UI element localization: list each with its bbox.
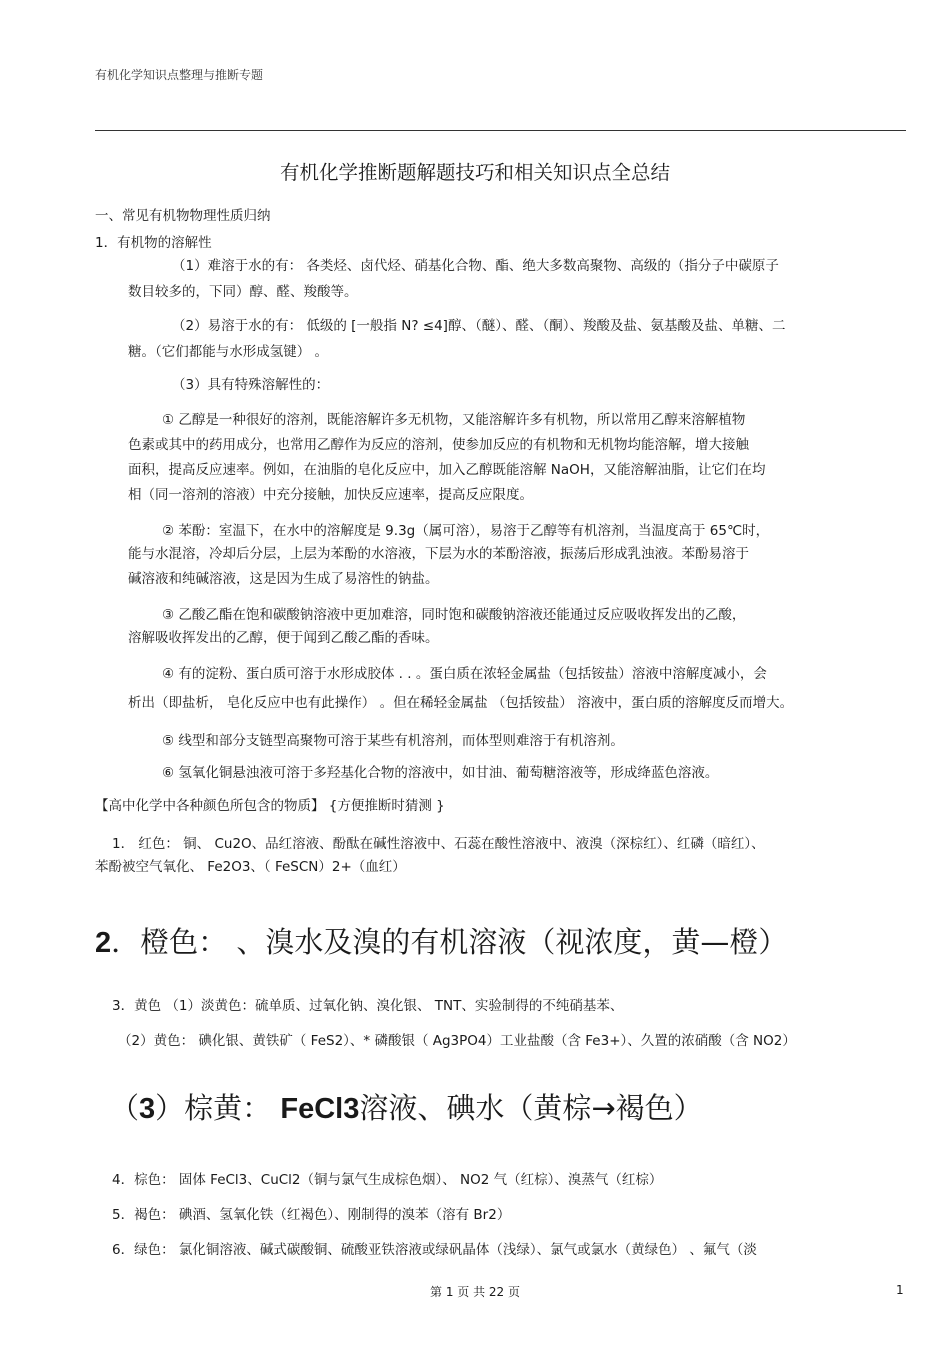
section-heading: 一、常见有机物物理性质归纳 xyxy=(95,208,271,224)
text-line: （2）易溶于水的有： 低级的 [一般指 N? ≤4]醇、（醚）、醛、（酮）、羧酸及盐、氨基酸及盐、单糖、二 xyxy=(172,318,786,334)
text-line: 1． 红色： 铜、 Cu2O、品红溶液、酚酞在碱性溶液中、石蕊在酸性溶液中、液溴（深棕红）、红磷（暗红）、 xyxy=(112,836,765,852)
text-line: 相（同一溶剂的溶液）中充分接触，加快反应速率，提高反应限度。 xyxy=(128,487,533,503)
text-line: ⑤ 线型和部分支链型高聚物可溶于某些有机溶剂，而体型则难溶于有机溶剂。 xyxy=(162,733,624,749)
text-line: ③ 乙酸乙酯在饱和碳酸钠溶液中更加难溶，同时饱和碳酸钠溶液还能通过反应吸收挥发出的乙酸， xyxy=(162,607,746,623)
running-header: 有机化学知识点整理与推断专题 xyxy=(95,68,264,82)
page-number: 1 xyxy=(896,1283,904,1297)
text-line: 苯酚被空气氧化、 Fe2O3、（ FeSCN）2+（血红） xyxy=(95,859,406,875)
document-title: 有机化学推断题解题技巧和相关知识点全总结 xyxy=(279,161,670,184)
text-line: ② 苯酚：室温下，在水中的溶解度是 9.3g（属可溶），易溶于乙醇等有机溶剂，当温度高于 65℃时， xyxy=(162,523,770,539)
text-line: 5．褐色： 碘酒、氢氧化铁（红褐色）、刚制得的溴苯（溶有 Br2） xyxy=(112,1207,511,1223)
color-section-heading: 【高中化学中各种颜色所包含的物质】 {方便推断时猜测 } xyxy=(95,798,445,814)
text-line: 溶解吸收挥发出的乙醇，便于闻到乙酸乙酯的香味。 xyxy=(128,630,439,646)
text-line: 能与水混溶，冷却后分层，上层为苯酚的水溶液，下层为水的苯酚溶液，振荡后形成乳浊液。苯酚易溶于 xyxy=(128,546,749,562)
header-rule xyxy=(95,130,906,131)
text-line: ⑥ 氢氧化铜悬浊液可溶于多羟基化合物的溶液中，如甘油、葡萄糖溶液等，形成绛蓝色溶液。 xyxy=(162,765,719,781)
page-footer: 第 1 页 共 22 页 xyxy=(430,1285,520,1299)
text-line: 碱溶液和纯碱溶液，这是因为生成了易溶性的钠盐。 xyxy=(128,571,439,587)
subsection-heading: 1．有机物的溶解性 xyxy=(95,235,212,251)
text-line: 6．绿色： 氯化铜溶液、碱式碳酸铜、硫酸亚铁溶液或绿矾晶体（浅绿）、氯气或氯水（黄绿色） 、氟气（淡 xyxy=(112,1242,757,1258)
text-line: 4．棕色： 固体 FeCl3、CuCl2（铜与氯气生成棕色烟）、 NO2 气（红棕）、溴蒸气（红棕） xyxy=(112,1172,663,1188)
text-line: （1）难溶于水的有： 各类烃、卤代烃、硝基化合物、酯、绝大多数高聚物、高级的（指分子中碳原子 xyxy=(172,258,779,274)
text-line: （3）具有特殊溶解性的： xyxy=(172,377,330,393)
text-line: ① 乙醇是一种很好的溶剂，既能溶解许多无机物，又能溶解许多有机物，所以常用乙醇来溶解植物 xyxy=(162,412,746,428)
orange-heading: 2．橙色： 、溴水及溴的有机溶液（视浓度，黄—橙） xyxy=(95,925,788,959)
text-line: ④ 有的淀粉、蛋白质可溶于水形成胶体 . . 。蛋白质在浓轻金属盐（包括铵盐）溶液中溶解度减小，会 xyxy=(162,666,767,682)
text-line: 色素或其中的药用成分，也常用乙醇作为反应的溶剂，使参加反应的有机物和无机物均能溶解，增大接触 xyxy=(128,437,749,453)
text-line: （2）黄色： 碘化银、黄铁矿（ FeS2）、* 磷酸银（ Ag3PO4）工业盐酸（含 Fe3+）、久置的浓硝酸（含 NO2） xyxy=(118,1033,796,1049)
text-line: 3．黄色 （1）淡黄色：硫单质、过氧化钠、溴化银、 TNT、实验制得的不纯硝基苯、 xyxy=(112,998,624,1014)
text-line: 析出（即盐析， 皂化反应中也有此操作） 。但在稀轻金属盐 （包括铵盐） 溶液中，蛋白质的溶解度反而增大。 xyxy=(128,695,794,711)
brown-yellow-heading: （3）棕黄： FeCl3溶液、碘水（黄棕→褐色） xyxy=(110,1091,703,1125)
text-line: 糖。（它们都能与水形成氢键） 。 xyxy=(128,344,329,360)
text-line: 数目较多的，下同）醇、醛、羧酸等。 xyxy=(128,284,358,300)
text-line: 面积，提高反应速率。例如，在油脂的皂化反应中，加入乙醇既能溶解 NaOH，又能溶解油脂，让它们在均 xyxy=(128,462,766,478)
